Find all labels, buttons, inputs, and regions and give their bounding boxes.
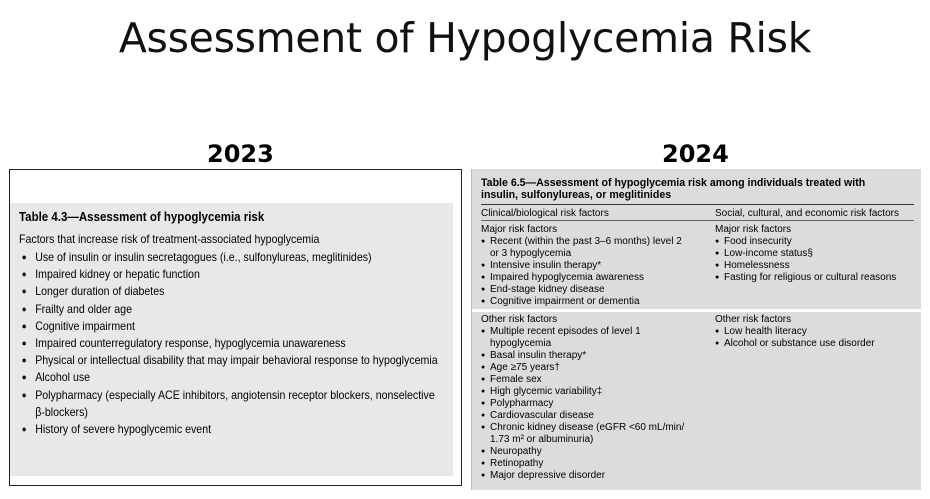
list-item-continuation: 1.73 m² or albuminuria) (490, 434, 594, 445)
list-item: ● Female sex (481, 374, 684, 386)
list-item: ● Recent (within the past 3–6 months) level 2 (481, 236, 682, 248)
major-risk-label: Major risk factors (481, 224, 558, 235)
list-item-continuation: β-blockers) (35, 404, 88, 419)
list-item: ● Physical or intellectual disability that may impair behavioral response to hypoglycemia (19, 352, 438, 369)
list-item: ● Cognitive impairment (19, 318, 438, 335)
list-item: ● Multiple recent episodes of level 1 (481, 326, 684, 338)
slide-title: Assessment of Hypoglycemia Risk (118, 14, 812, 62)
list-item: ● Use of insulin or insulin secretagogues (i.e., sulfonylureas, meglitinides) (19, 249, 438, 266)
table-2023-intro: Factors that increase risk of treatment-associated hypoglycemia (19, 232, 320, 246)
list-item: ● End-stage kidney disease (481, 284, 682, 296)
table-2024-panel (471, 169, 921, 490)
major-risk-social (715, 224, 896, 284)
list-item: ● Retinopathy (481, 458, 684, 470)
column-header-clinical: Clinical/biological risk factors (481, 208, 609, 219)
list-item: ● Low health literacy (715, 326, 875, 338)
list-item: ● Intensive insulin therapy* (481, 260, 682, 272)
list-item-continuation: hypoglycemia (490, 338, 552, 349)
major-risk-label: Major risk factors (715, 224, 792, 235)
list-item: ● Major depressive disorder (481, 470, 684, 482)
table-2024-title (481, 177, 911, 201)
table-2024-title-line2: insulin, sulfonylureas, or meglitinides (481, 189, 672, 201)
list-item: ● Food insecurity (715, 236, 896, 248)
list-item: ● Cardiovascular disease (481, 410, 684, 422)
list-item: ● Neuropathy (481, 446, 684, 458)
list-item-text: Polypharmacy (especially ACE inhibitors, angiotensin receptor blockers, nonselective (35, 387, 435, 402)
table-2023-panel (9, 169, 462, 486)
list-item (19, 387, 438, 421)
list-item: ● Impaired hypoglycemia awareness (481, 272, 682, 284)
year-label-2024: 2024 (662, 140, 729, 168)
other-risk-label: Other risk factors (481, 314, 558, 325)
table-2023-list (19, 249, 484, 438)
list-item: ● Fasting for religious or cultural reasons (715, 272, 896, 284)
other-risk-social (715, 314, 875, 350)
list-item: ● High glycemic variability‡ (481, 386, 684, 398)
list-item: ● Alcohol or substance use disorder (715, 338, 875, 350)
section-divider (472, 309, 922, 312)
list-item-continuation: or 3 hypoglycemia (490, 248, 572, 259)
table-2023-body (10, 203, 453, 476)
list-item: ● Longer duration of diabetes (19, 283, 438, 300)
table-2024-header-rule (481, 220, 914, 221)
list-item: ● Frailty and older age (19, 301, 438, 318)
table-2023-title: Table 4.3—Assessment of hypoglycemia risk (19, 210, 265, 224)
list-item: ● Low-income status§ (715, 248, 896, 260)
list-item: ● Age ≥75 years† (481, 362, 684, 374)
table-2024-title-line1: Table 6.5—Assessment of hypoglycemia risk among individuals treated with (481, 177, 866, 189)
other-risk-clinical (481, 314, 684, 482)
list-item: ● Cognitive impairment or dementia (481, 296, 682, 308)
list-item: ● Polypharmacy (481, 398, 684, 410)
list-item: ● Impaired counterregulatory response, hypoglycemia unawareness (19, 335, 438, 352)
list-item: ● History of severe hypoglycemic event (19, 421, 438, 438)
list-item: ● Basal insulin therapy* (481, 350, 684, 362)
table-2024-top-rule (481, 204, 914, 205)
list-item: ● Chronic kidney disease (eGFR <60 mL/min/ (481, 422, 684, 434)
list-item: ● Alcohol use (19, 369, 438, 386)
column-header-social: Social, cultural, and economic risk factors (715, 208, 899, 219)
list-item: ● Homelessness (715, 260, 896, 272)
major-risk-clinical (481, 224, 682, 308)
year-label-2023: 2023 (207, 140, 274, 168)
other-risk-label: Other risk factors (715, 314, 792, 325)
list-item: ● Impaired kidney or hepatic function (19, 266, 438, 283)
